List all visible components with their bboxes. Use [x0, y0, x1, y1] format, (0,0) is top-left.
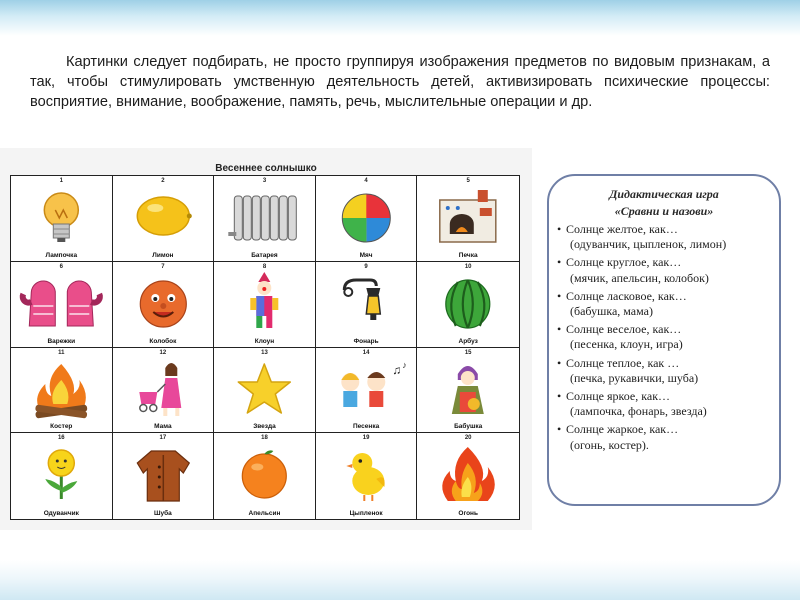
card-number: 3 [262, 178, 267, 184]
list-item [558, 389, 780, 419]
card-label: Одуванчик [43, 510, 79, 517]
card-number: 11 [58, 349, 65, 356]
card-label: Цыпленок [349, 510, 383, 517]
picture-card-radiator [214, 176, 316, 262]
prompt-text: • Солнце желтое, как… [566, 222, 678, 236]
card-number: 4 [364, 178, 368, 184]
card-label: Мама [154, 423, 172, 431]
card-number: 8 [262, 263, 267, 270]
list-item [558, 422, 780, 452]
kolobok-icon [113, 272, 214, 336]
svg-text:♫: ♫ [392, 362, 402, 377]
card-label: Арбуз [458, 337, 478, 345]
list-item [558, 255, 780, 285]
picture-card-grandmother [417, 348, 519, 434]
card-label: Батарея [251, 251, 278, 259]
card-label: Огонь [458, 510, 478, 517]
list-item [558, 322, 780, 352]
card-number: 10 [464, 263, 472, 270]
card-label: Песенка [352, 423, 380, 431]
card-number: 5 [466, 178, 470, 184]
prompt-examples: (печка, рукавички, шуба) [570, 370, 699, 385]
card-label: Клоун [254, 337, 275, 345]
picture-card-star [214, 348, 316, 434]
mittens-icon [11, 272, 112, 336]
list-item [558, 222, 780, 252]
picture-grid [10, 175, 520, 520]
picture-card-watermelon [417, 262, 519, 348]
card-number: 20 [464, 435, 472, 442]
picture-card-stove [417, 176, 519, 262]
card-number: 9 [364, 263, 368, 270]
card-number: 1 [59, 178, 63, 184]
orange-icon [214, 443, 315, 507]
dandelion-icon [11, 443, 112, 507]
prompt-examples: (лампочка, фонарь, звезда) [570, 404, 707, 419]
lightbulb-icon [11, 186, 112, 250]
card-number: 16 [57, 435, 65, 442]
list-item [558, 356, 780, 386]
prompt-examples: (мячик, апельсин, колобок) [570, 270, 709, 285]
sheet-title: Весеннее солнышко [215, 163, 317, 174]
prompt-text: • Солнце веселое, как… [566, 322, 682, 337]
card-label: Фонарь [353, 337, 379, 345]
radiator-icon [214, 186, 315, 250]
watermelon-icon [417, 272, 519, 336]
grandmother-icon [417, 358, 519, 422]
game-title [547, 186, 781, 220]
prompt-text: • Солнце яркое, как… [566, 389, 671, 404]
lemon-icon [113, 186, 214, 250]
campfire-icon [11, 358, 112, 422]
picture-card-lantern [316, 262, 418, 348]
fur-coat-icon [113, 443, 214, 507]
clown-icon [214, 272, 315, 336]
ball-icon [316, 186, 417, 250]
card-number: 2 [161, 178, 165, 184]
game-prompts-list [558, 222, 780, 456]
mom-with-stroller-icon [113, 358, 214, 422]
card-label: Шуба [154, 510, 172, 517]
card-number: 15 [464, 349, 472, 356]
svg-text:♪: ♪ [402, 359, 407, 370]
picture-card-campfire [11, 348, 113, 434]
card-label: Костер [50, 423, 73, 431]
card-number: 17 [159, 435, 167, 442]
intro-paragraph: Картинки следует подбирать, не просто группируя изображения предметов по видовым признакам, а так, чтобы стимулировать умственную деятельность детей, активизировать психические процессы: восприятие, внимание, воображение, память, речь, мыслительные операции и др. [30, 54, 770, 110]
game-title-line-2: «Сравни и назови» [614, 204, 714, 218]
prompt-examples: (огонь, костер). [570, 437, 649, 452]
singing-kids-icon [316, 358, 417, 422]
picture-card-lightbulb [11, 176, 113, 262]
picture-card-ball [316, 176, 418, 262]
picture-card-mom [113, 348, 215, 434]
prompt-text: • Солнце круглое, как… [566, 255, 682, 270]
stove-icon [417, 186, 519, 250]
card-label: Апельсин [248, 510, 281, 517]
card-label: Бабушка [454, 423, 483, 431]
card-number: 14 [362, 349, 370, 356]
prompt-text: • Солнце теплое, как … [566, 355, 680, 370]
picture-card-dandelion [11, 433, 113, 519]
star-icon [214, 358, 315, 422]
fire-icon [417, 443, 519, 507]
card-number: 7 [161, 263, 165, 270]
picture-card-fur-coat [113, 433, 215, 519]
prompt-examples: (одуванчик, цыпленок, лимон) [570, 237, 727, 252]
top-decorative-band [0, 0, 800, 36]
game-title-line-1: Дидактическая игра [609, 187, 719, 201]
bottom-decorative-band [0, 560, 800, 600]
prompt-examples: (песенка, клоун, игра) [570, 337, 683, 352]
picture-card-fire [417, 433, 519, 519]
card-number: 13 [261, 349, 268, 356]
card-number: 18 [261, 435, 268, 442]
picture-card-mittens [11, 262, 113, 348]
card-label: Лампочка [45, 251, 78, 259]
card-number: 19 [362, 435, 370, 442]
card-label: Лимон [152, 251, 174, 259]
prompt-text: • Солнце ласковое, как… [566, 288, 687, 303]
picture-card-lemon [113, 176, 215, 262]
picture-card-kolobok [113, 262, 215, 348]
card-label: Мяч [359, 251, 373, 259]
chick-icon [316, 443, 417, 507]
card-label: Печка [458, 251, 478, 259]
prompt-examples: (бабушка, мама) [570, 304, 653, 319]
list-item [558, 289, 780, 319]
prompt-text: • Солнце жаркое, как… [566, 422, 679, 437]
picture-card-orange [214, 433, 316, 519]
picture-card-chick [316, 433, 418, 519]
card-label: Варежки [47, 337, 76, 345]
card-label: Звезда [253, 423, 276, 431]
picture-card-clown [214, 262, 316, 348]
card-number: 12 [159, 349, 167, 356]
card-number: 6 [59, 263, 63, 270]
picture-card-song [316, 348, 418, 434]
lantern-icon [316, 272, 417, 336]
card-label: Колобок [149, 337, 177, 345]
